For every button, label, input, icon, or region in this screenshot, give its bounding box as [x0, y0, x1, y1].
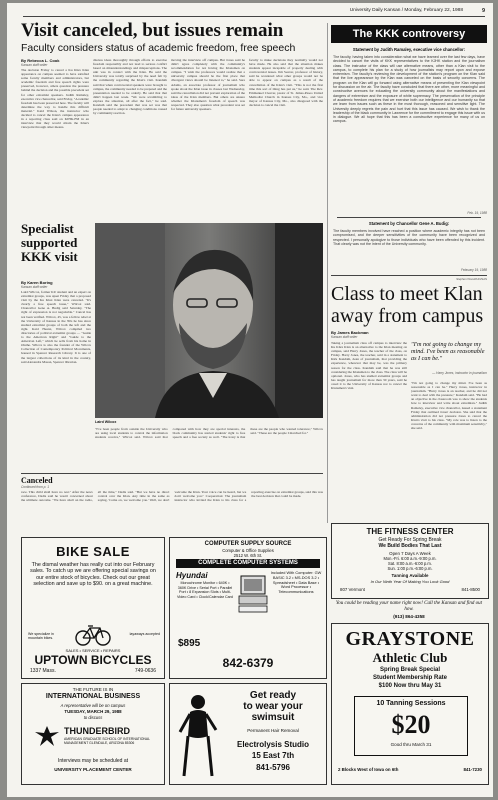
computer-ad-head: COMPUTER SUPPLY SOURCE — [204, 541, 292, 547]
computer-supply-ad — [169, 537, 327, 679]
computer-specs: Monochrome Monitor • 640K • 360K Drive • Serial Port • Parallel Port • 8 Expansion Slots • Multi-Video Card • Clock/Calendar Card — [177, 581, 233, 599]
bike-tagline: SALES • SERVICE • REPAIRS — [65, 648, 121, 653]
tanning-coupon-box — [354, 696, 468, 756]
swimsuit-line2: to wear your — [243, 701, 303, 712]
fitness-hours-sunday: Sun. 1:00 p.m.-6:00 p.m. — [387, 566, 433, 571]
graystone-ad — [331, 623, 489, 785]
fitness-line2: We Build Bodies That Last — [378, 543, 442, 549]
graystone-line1: Spring Break Special — [379, 667, 441, 673]
fitness-phone: 841-8500 — [461, 587, 480, 592]
class-byline-role: Kansan staff writer — [331, 335, 358, 339]
budig-heading: Statement by Chancellor Gene A. Budig: — [368, 221, 450, 226]
kansan-promo-phone: (913) 864-4358 — [393, 614, 425, 619]
canceled-continued: Continued from p. 1 — [21, 485, 49, 489]
main-story-col1: The decision Friday to cancel a Ku Klux Klan appearance on campus seemed to have satisfied some faculty members and administrators, but academic freedom and free speech rights were preserved, however, others question the pressure behind the decision and the possible precedent set for other extremist speakers. Judith Ramaley, executive vice chancellor, said Friday, "Academic freedom has been preserved here. The faculty will determine the way to handle this difficult material." Kaid Wilson, the instructor who decided to cancel the Klan's campus appearance in a reporting class said on KJHK-FM in an interview that they would obtain the Klan's viewpoint through other means. — [21, 68, 89, 130]
fitness-hours-weekday: Mon.-Fri. 6:00 a.m.-9:00 p.m. — [383, 556, 437, 561]
studio-address: 15 East 7th — [251, 751, 295, 760]
ramaley-statement: The faculty, having taken into consideration what we have learned over the last few days, have decided to cancel the visits of KKK representatives to the KJHK station and the journalism class. The instructor of the class will use alternative means, other than a Klan visit to the campus, to complete his plan for a study of how journalists may report upon and expose extremism. The faculty's reviewing the development of the station's program on the Klan said that the live appearance by the Klan was canceled on the basis of security concerns. The program on the Klan will go forward using alternative means of presenting the Klan viewpoint for discussion on the air. The faculty have concluded that there are other, more meaningful and constructive avenues for educating the university community about the manifestations and dangers of extremism and the exposure of white supremacy. The preservation of the principle of academic freedom requires that we exercise both our intelligence and our humanity so that we learn from issues such as these in the most thorough, reasoned and sensitive light. The University deeply regrets the pain and hurt that this issue has caused. We wish to thank the leadership of the black community in Lawrence for the commitment to engage this issue with us in dialogue. We all hope that this has been a constructive experience for many of us on campus. — [333, 55, 485, 124]
class-headline: Class to meet Klan away from campus — [331, 283, 484, 327]
mountain-bikes-note: We specialize in mountain bikes. — [28, 632, 54, 641]
future-footer: Interviews may be scheduled at — [57, 758, 129, 764]
canceled-body: race. This child shall have no rest." After the news conference, Dadis said he wasn't concerned about the ultimate outcome. "We have shall on the radio, all the time," Dadis said. "But we have no direct control over the Klan. Any time in the same as saying, 'Come on, we welcome you.' Well, we don't welcome the Klan. Your voice can be heard, but we don't welcome you." Cooperation: The journalism instructor who invited the Klan to his class for a reporting exercise on extremist groups, said this was the best decision that could be made. — [21, 490, 323, 503]
thunderbird-school: AMERICAN GRADUATE SCHOOL OF INTERNATIONAL MANAGEMENT GLENDALE, ARIZONA 85306 — [64, 737, 150, 746]
future-date: TUESDAY, MARCH 29, 1988 — [64, 709, 122, 714]
fitness-tanning: Tanning Available — [391, 573, 429, 578]
masthead: University Daily Kansan / Monday, February 22, 1988 — [349, 8, 463, 13]
photo-caption-name: Laird Wilcox — [95, 420, 117, 424]
kansan-promo-text: You could be reading your name right now! Call the Kansan and find out how. — [335, 601, 483, 612]
photo-credit: Stephen Wood/KANSAN — [456, 277, 487, 281]
studio-phone: 841-5796 — [256, 763, 290, 772]
fitness-hours-saturday: Sat. 8:00 a.m.-6:00 p.m. — [388, 561, 432, 566]
tanning-sessions: 10 Tanning Sessions — [376, 700, 446, 707]
tanning-price: $20 — [391, 710, 431, 739]
bike-phone: 749-0636 — [134, 668, 156, 674]
main-byline-role: Kansan staff writer — [21, 63, 48, 67]
computer-ad-address: 2512 W. 6th St. — [233, 553, 263, 558]
graystone-line3: $100 Now thru May 31 — [378, 683, 442, 689]
bicycle-icon — [74, 622, 112, 646]
main-byline: By Rebecca L. Cook — [21, 58, 60, 63]
computer-ad-banner: COMPLETE COMPUTER SYSTEMS — [176, 559, 320, 568]
main-story-col3: moving the interview off campus. But Jones said he didn't agree completely with the community's recommendation for not having the Klansmen on campus. "I wish the professors would realize that a university campus should be the first place that divergent views should be listened to," he said. Sara Adams, an associate professor of journalism who spoke about the Klan issue in classes last Wednesday, said the cancellation did not prevent exploration of the ideas of the Klan members. But others are unsure whether the Klansmen's freedom of speech was respected. They also question what precedent was set for future university speakers. — [171, 58, 245, 112]
fitness-line1: Get Ready For Spring Break — [378, 537, 442, 543]
portrait-image — [95, 223, 323, 418]
fitness-center-ad — [331, 523, 489, 599]
graystone-name: GRAYSTONE — [345, 628, 475, 650]
statement-divider — [337, 217, 481, 218]
main-subhead: Faculty considers status of academic freedom, free speech — [21, 42, 296, 54]
swimsuit-line1: Get ready — [249, 690, 297, 701]
tanning-good-thru: Good thru March 31 — [390, 742, 432, 747]
fitness-address: 807 Vermont — [340, 587, 365, 592]
newspaper-page — [7, 3, 493, 797]
bike-address: 1337 Mass. — [30, 668, 56, 674]
kansan-promo — [331, 601, 487, 621]
specialist-body: Laird Wilcox, former KU student and an expert on extremist groups, was upset Friday that a proposed visit by the Ku Klux Klan were canceled. "It's clearly a free speech issue," Wilcox said. Chancellor Gene A. Budig said Saturday, "The right of expression is not negotiable." Cancel has not been verified. Wilcox, 45, was a fellow rebel at the University of Kansas in the '60s he has since studied extremist groups of both the left and the right. Kaid Hearst, Wilcox compiled two directories of political extremist groups — "Guide to the American Right" and "Guide to the American Left," which he sells from his home in Olathe. Wilcox is also the founder of the Wilcox Collection of Contemporary Political Movements, housed in Spencer Research Library. It is one of the largest collections of its kind in the country, said Alexandra Mason, Spencer librarian. — [21, 290, 91, 364]
swimmer-figure-icon — [176, 692, 220, 778]
budig-date: February 19, 1988 — [460, 268, 487, 272]
class-byline: By James Backman — [331, 330, 369, 335]
specialist-byline-role: Kansan staff writer — [21, 285, 48, 289]
future-line2: INTERNATIONAL BUSINESS — [45, 693, 141, 700]
hyundai-brand: Hyundai — [176, 571, 208, 580]
uptown-bicycles-name: UPTOWN BICYCLES — [34, 653, 152, 667]
main-story-col2: discuss ideas thoroughly through efforts to exercise freedom responsibly and not lead to serious conflict based on misunderstandings and misperceptions. The unit was in contact with the Klan. He said the University was totally surprised by the need felt by the community regarding the Klan's visit. Kandaih said that when controversial speakers were brought to campus, the community needed to be prepared and the presentation needed to be orderly. He said that that didn't happen last week. "We were scrambling to explore the situation, all after the fact," he said. Kandaih said the precedent that was set was that people needed to adapt to changing conditions caused by community reaction. — [93, 58, 167, 116]
kkk-banner: The KKK controversy — [331, 25, 487, 43]
future-line3: A representative will be on campus — [60, 703, 126, 708]
main-story-col4: faculty to make decisions they normally would not have made. He also said that the situation makes students appear incapable of properly dealing with controversial issues. Jim Seaver, professor of history, said he wondered what other groups would not be able to appear on campus as a result of the cancellation of the Klan's visit. "This is not the first time this sort of thing has put us," he said. The Rev. Emmanuel Cleaver, pastor of St. James-Paseo United Methodist Church in Kansas City, Mo., and vice mayor of Kansas City, Mo., also disagreed with the decision to cancel the visit. — [249, 58, 323, 108]
ramaley-date: Feb. 19, 1988 — [467, 211, 487, 215]
pull-quote-attribution: — Harry Jones, instructor in journalism — [432, 371, 487, 375]
thunderbird-ad — [21, 683, 165, 785]
bike-sale-title: BIKE SALE — [56, 544, 130, 559]
budig-statement: The faculty members involved have reached a position where academic integrity has not been compromised, and the deeper sensitivities of the community have been recognized and respected. I personally apologize to those individuals who have been offended by this incident. That clearly was not the intent of the University community. — [333, 229, 485, 246]
graystone-phone: 841-7230 — [463, 767, 482, 772]
graystone-line2: Student Membership Rate — [372, 675, 447, 681]
wilcox-photo — [95, 223, 323, 418]
graystone-address: 2 Blocks West of Iowa on 6th — [338, 767, 399, 772]
fitness-hours-head: Open 7 Days A Week — [389, 551, 431, 556]
included-software: Included With Computer: GW BASIC 3.2 • MS-DOS 3.2 • Spreadsheet • Data Base • Word Processor • Telecommunications — [270, 570, 322, 595]
future-line1: THE FUTURE IS IN — [72, 687, 114, 692]
canceled-headline: Canceled — [21, 476, 53, 485]
specialist-byline: By Karen Boring — [21, 280, 53, 285]
computer-price: $895 — [178, 638, 201, 649]
electrolysis-ad — [169, 683, 327, 785]
specialist-headline: Specialist supported KKK visit — [21, 221, 78, 264]
class-story-col1: Taking a journalism class off campus to interview the Ku Klux Klan is an alternative to the Klan meeting on campus, said Harry Jones, the teacher of the class, on Friday. Harry Jones, the teacher, said in a statement to Kirk Kandaih, dean of journalism, that providing the experience, wherever that may be, was the primary reason for the class. Kandaih said that he was still considering the Klansmen to the class. The class will be optional. Jones, who has studied extremist groups and has taught journalism for more than 30 years, said he owed it to the University of Kansas not to cancel the Klansmen's visit. — [331, 341, 407, 391]
bike-sale-ad — [21, 537, 165, 679]
fitness-title: THE FITNESS CENTER — [366, 527, 454, 536]
thunderbird-logo-icon — [34, 724, 60, 748]
pull-quote: "I'm not going to change my mind. I've been as reasonable as I can be." — [411, 341, 485, 362]
page-number: 9 — [481, 8, 485, 14]
main-headline: Visit canceled, but issues remain — [21, 20, 284, 41]
future-line4: to discuss — [83, 715, 103, 720]
placement-office: UNIVERSITY PLACEMENT CENTER — [54, 767, 132, 772]
photo-story-text: "I've been people from outside the University who are using local students to control the information students receive," Wilcox said. Wilcox said that compared with how they are special interests, the black community has started students' right to free speech and a free society as well. "The irony is that these are the people who wanted tolerance," Wilcox said. "These are the people I marched for." — [95, 427, 323, 440]
class-story-col2: "I'm not going to change my mind. I've been as reasonable as I can be." Harry Jones, instructor in journalism. "Harry Jones is an teacher, and he did not want to deal with the pressure," Kandaih said. "He had an objective in the classroom was to show the students how to interview and write about extremists." Judith Ramaley, executive vice chancellor, issued a statement Friday that outlined Jones' decision. She said that the administration did not pressure Jones to cancel the Klan's visit to his class. "My role was to listen to the concerns of the community with maximum sensitivity," she said. — [411, 381, 487, 431]
hair-removal: Permanent Hair Removal — [247, 728, 299, 733]
swimsuit-line3: swimsuit — [251, 712, 295, 723]
layaways-note: layaways accepted — [129, 632, 160, 636]
graystone-sub: Athletic Club — [372, 650, 448, 665]
page-header — [23, 7, 485, 17]
fitness-tagline: In Our Ninth Year Of Making You Look Good — [370, 579, 450, 584]
column-rule — [327, 23, 328, 523]
kkk-bottom-rule — [331, 275, 487, 276]
computer-ad-sub: Computer & Office Supplies — [222, 548, 274, 553]
studio-name: Electrolysis Studio — [236, 740, 310, 749]
section-divider — [21, 473, 323, 474]
computer-icon — [238, 574, 268, 614]
thunderbird-name: THUNDERBIRD — [64, 726, 130, 736]
ramaley-heading: Statement by Judith Ramaley, executive vice chancellor: — [352, 47, 466, 52]
bike-sale-body: The dismal weather has really cut into our February sales. To catch up we are offering special savings on our entire stock of bicycles. Check out our great selection and save up to $90. on a great machine. — [30, 562, 156, 588]
computer-phone: 842-6379 — [222, 656, 274, 670]
